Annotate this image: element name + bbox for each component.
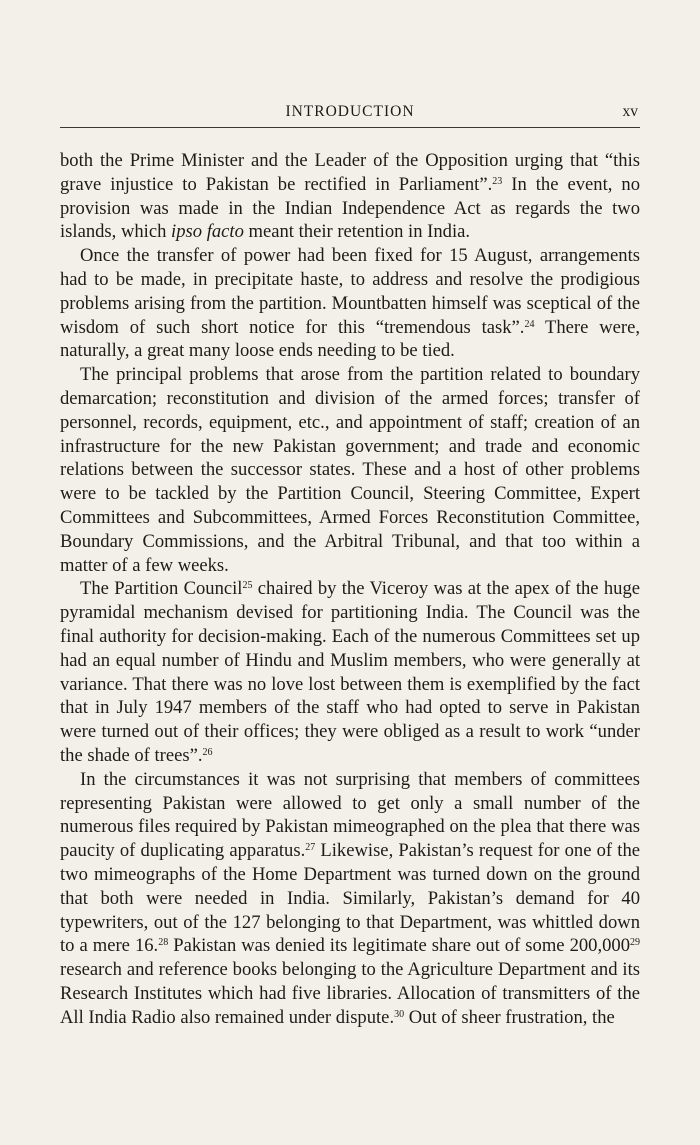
text-run: The Partition Council bbox=[80, 578, 243, 600]
text-run: meant their retention in India. bbox=[243, 221, 471, 243]
text-run: Out of sheer frustration, the bbox=[404, 1006, 615, 1028]
paragraph bbox=[60, 577, 640, 767]
text-run: research and reference books belonging to the Agriculture Department and its Research Institutes which had five libraries. Allocation of transmitters of the All India Radio also remained under dispute. bbox=[60, 959, 640, 1028]
paragraph bbox=[60, 244, 640, 363]
page-header bbox=[60, 103, 640, 128]
page-number: xv bbox=[622, 103, 638, 120]
text-run: both the Prime Minister and the Leader of the Opposition urging that “this grave injustice to Pakistan be rectified in Parliament”. bbox=[60, 150, 640, 195]
footnote-ref: 25 bbox=[242, 580, 253, 592]
text-run: In the event, no provision was made in the Indian Independence Act as regards the two islands, which bbox=[60, 173, 641, 243]
footnote-ref: 27 bbox=[305, 842, 316, 854]
footnote-ref: 29 bbox=[630, 937, 640, 949]
footnote-ref: 28 bbox=[158, 937, 169, 949]
footnote-ref: 24 bbox=[524, 318, 535, 330]
footnote-ref: 23 bbox=[492, 175, 503, 187]
body-text bbox=[60, 149, 640, 1029]
text-run: The principal problems that arose from the partition related to boundary demarcation; reconstitution and division of the armed forces; transfer of personnel, records, equipment, etc., and appointment of staff; creation of an infrastructure for the new Pakistan government; and trade and economic relations between the successor states. These and a host of other problems were to be tackled by the Partition Council, Steering Committee, Expert Committees and Subcommittees, Armed Forces Reconstitution Committee, Boundary Commissions, and the Arbitral Tribunal, and that too within a matter of a few weeks. bbox=[60, 364, 640, 576]
footnote-ref: 30 bbox=[394, 1008, 405, 1020]
text-run: There were, naturally, a great many loose ends needing to be tied. bbox=[60, 316, 640, 362]
footnote-ref: 26 bbox=[202, 746, 213, 758]
paragraph bbox=[60, 149, 640, 244]
text-run: Once the transfer of power had been fixed for 15 August, arrangements had to be made, in precipitate haste, to address and resolve the prodigious problems arising from the partition. Mountbatten himself was sceptical of the wisdom of such short notice for this “tremendous task”. bbox=[60, 245, 640, 338]
text-run: Pakistan was denied its legitimate share out of some 200,000 bbox=[168, 935, 630, 957]
text-run: Likewise, Pakistan’s request for one of the two mimeographs of the Home Department was turned down on the ground that both were needed in India. Similarly, Pakistan’s demand for 40 typewriters, out of the 127 belonging to that Department, was whittled down to a mere 16. bbox=[60, 840, 640, 957]
text-run: chaired by the Viceroy was at the apex of the huge pyramidal mechanism devised for partitioning India. The Council was the final authority for decision-making. Each of the numerous Committees set up had an equal number of Hindu and Muslim members, who were generally at variance. That there was no love lost between them is exemplified by the fact that in July 1947 members of the staff who had opted to serve in Pakistan were turned out of their offices; they were obliged as a result to work “under the shade of trees”. bbox=[60, 578, 640, 766]
italic-phrase: ipso facto bbox=[171, 221, 244, 243]
paragraph bbox=[60, 768, 640, 1030]
paragraph bbox=[60, 363, 640, 577]
text-run: In the circumstances it was not surprising that members of committees representing Pakistan were allowed to get only a small number of the numerous files required by Pakistan mimeographed on the plea that there was paucity of duplicating apparatus. bbox=[60, 768, 640, 862]
running-head: INTRODUCTION bbox=[285, 103, 415, 120]
